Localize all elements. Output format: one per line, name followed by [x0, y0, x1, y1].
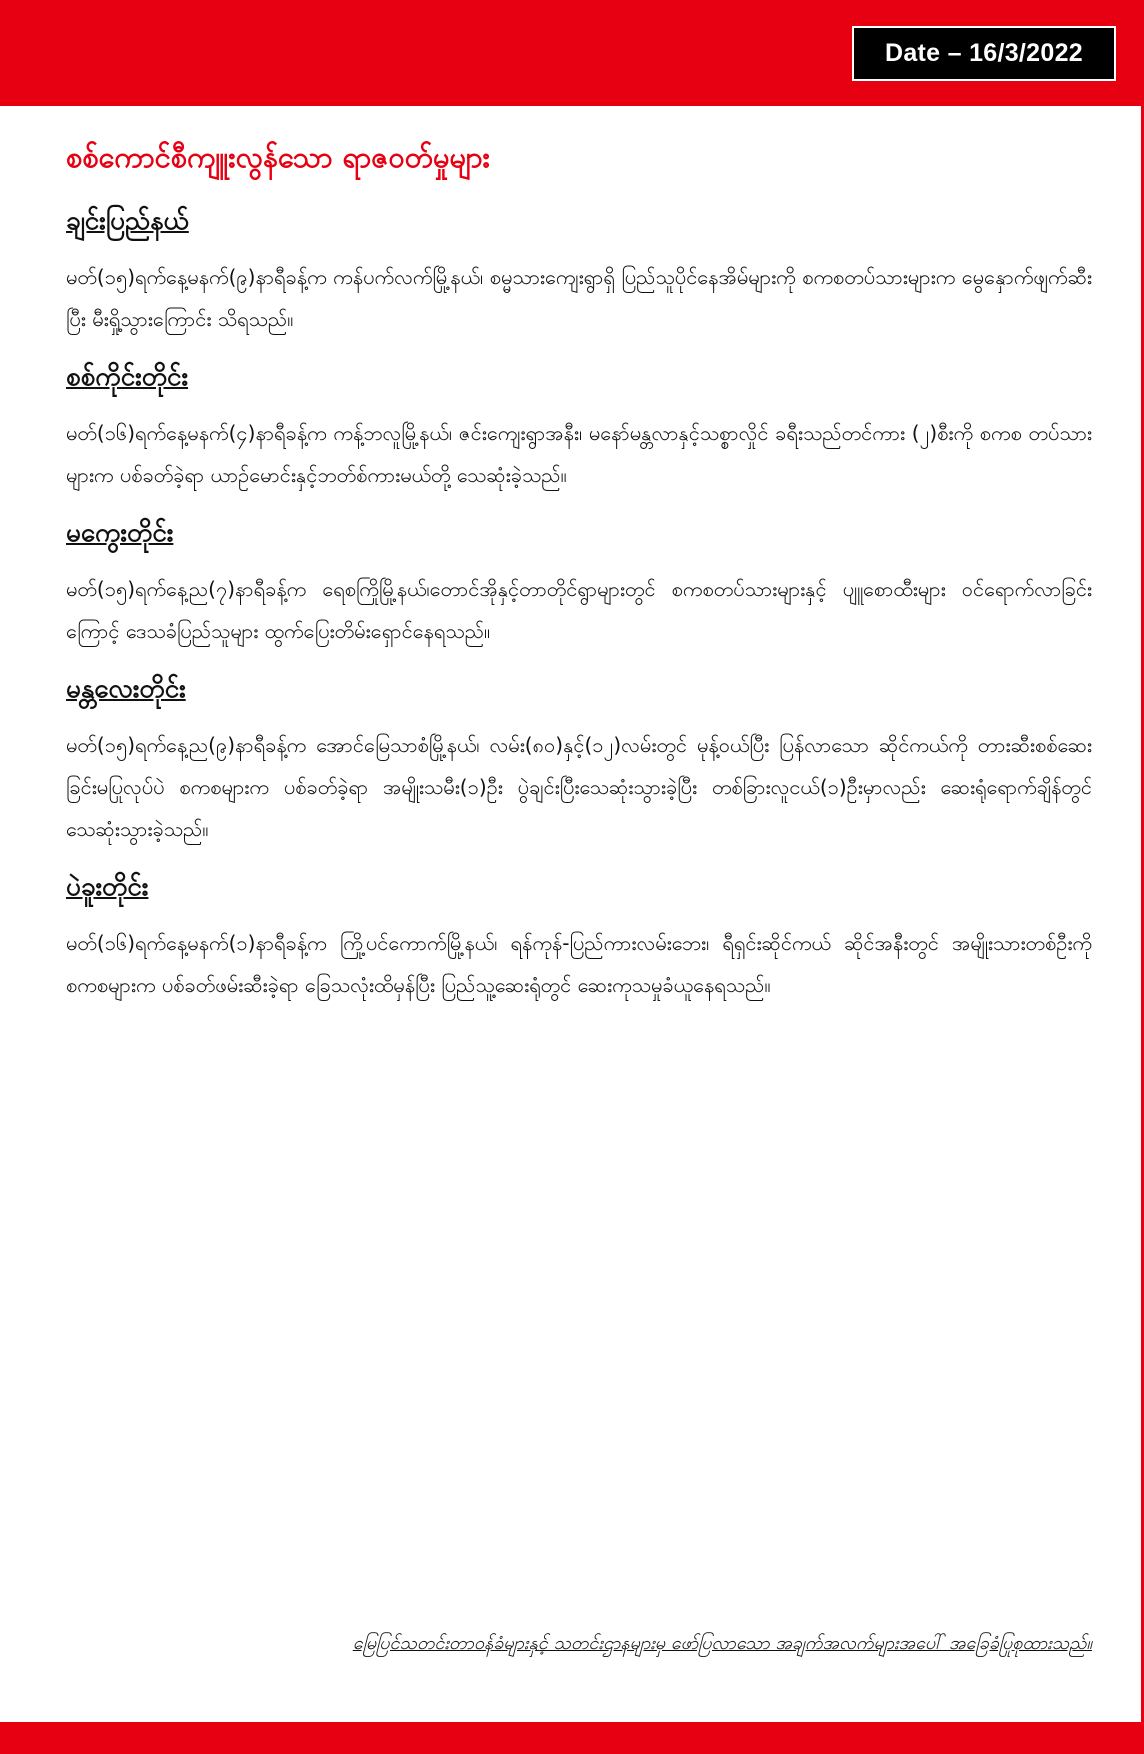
section-heading: စစ်ကိုင်းတိုင်း — [66, 362, 189, 392]
section-heading: မန္တလေးတိုင်း — [66, 674, 186, 704]
section-mandalay — [66, 666, 1092, 850]
source-note: မြေပြင်သတင်းတာဝန်ခံများနှင့် သတင်းဌာနများမှ ဖော်ပြလာသော အချက်အလက်များအပေါ် အခြေခံပြုစုထားသည်။ — [352, 1633, 1092, 1654]
section-chin — [66, 198, 1092, 340]
section-heading: ပဲခူးတိုင်း — [66, 872, 149, 902]
section-body: မတ်(၁၆)ရက်နေ့မနက်(၄)နာရီခန့်က ကန့်ဘလူမြို့နယ်၊ ဇင်းကျေးရွာအနီး၊ မနော်မန္တလာနှင့်သစ္စာလှိုင် ခရီးသည်တင်ကား (၂)စီးကို စကစ တပ်သားများက ပစ်ခတ်ခဲ့ရာ ယာဉ်မောင်းနှင့်ဘတ်စ်ကားမယ်တို့ သေဆုံးခဲ့သည်။ — [66, 421, 1092, 487]
section-sagaing — [66, 354, 1092, 496]
footer-band — [0, 1722, 1144, 1754]
report-content — [66, 130, 1092, 1020]
section-body: မတ်(၁၆)ရက်နေ့မနက်(၁)နာရီခန့်က ကြို့ပင်ကောက်မြို့နယ်၊ ရန်ကုန်-ပြည်ကားလမ်းဘေး၊ ရီရှင်းဆိုင်ကယ် ဆိုင်အနီးတွင် အမျိုးသားတစ်ဦးကို စကစများက ပစ်ခတ်ဖမ်းဆီးခဲ့ရာ ခြေသလုံးထိမှန်ပြီး ပြည်သူ့ဆေးရုံတွင် ဆေးကုသမှုခံယူနေရသည်။ — [66, 931, 1092, 997]
date-badge: Date – 16/3/2022 — [852, 26, 1116, 81]
section-heading: မကွေးတိုင်း — [66, 518, 174, 548]
section-bago — [66, 864, 1092, 1006]
section-magway — [66, 510, 1092, 652]
section-heading: ချင်းပြည်နယ် — [66, 206, 189, 236]
section-body: မတ်(၁၅)ရက်နေ့မနက်(၉)နာရီခန့်က ကန်ပက်လက်မြို့နယ်၊ စမ္မသားကျေးရွာရှိ ပြည်သူပိုင်နေအိမ်များကို စကစတပ်သားများက မွေနှောက်ဖျက်ဆီးပြီး မီးရှို့သွားကြောင်း သိရသည်။ — [66, 265, 1092, 331]
page-title: စစ်ကောင်စီကျူးလွန်သော ရာဇဝတ်မှုများ — [66, 140, 490, 174]
section-body: မတ်(၁၅)ရက်နေ့ည(၇)နာရီခန့်က ရေစကြိုမြို့နယ်၊တောင်အိုနှင့်တာတိုင်ရွာများတွင် စကစတပ်သားများနှင့် ပျူစောထီးများ ဝင်ရောက်လာခြင်းကြောင့် ဒေသခံပြည်သူများ ထွက်ပြေးတိမ်းရှောင်နေရသည်။ — [66, 577, 1092, 643]
section-body: မတ်(၁၅)ရက်နေ့ည(၉)နာရီခန့်က အောင်မြေသာစံမြို့နယ်၊ လမ်း(၈၀)နှင့်(၁၂)လမ်းတွင် မုန့်ဝယ်ပြီး ပြန်လာသော ဆိုင်ကယ်ကို တားဆီးစစ်ဆေးခြင်းမပြုလုပ်ပဲ စကစများက ပစ်ခတ်ခဲ့ရာ အမျိုးသမီး(၁)ဦး ပွဲချင်းပြီးသေဆုံးသွားခဲ့ပြီး တစ်ခြားလူငယ်(၁)ဦးမှာလည်း ဆေးရုံရောက်ချိန်တွင် သေဆုံးသွားခဲ့သည်။ — [66, 733, 1092, 841]
